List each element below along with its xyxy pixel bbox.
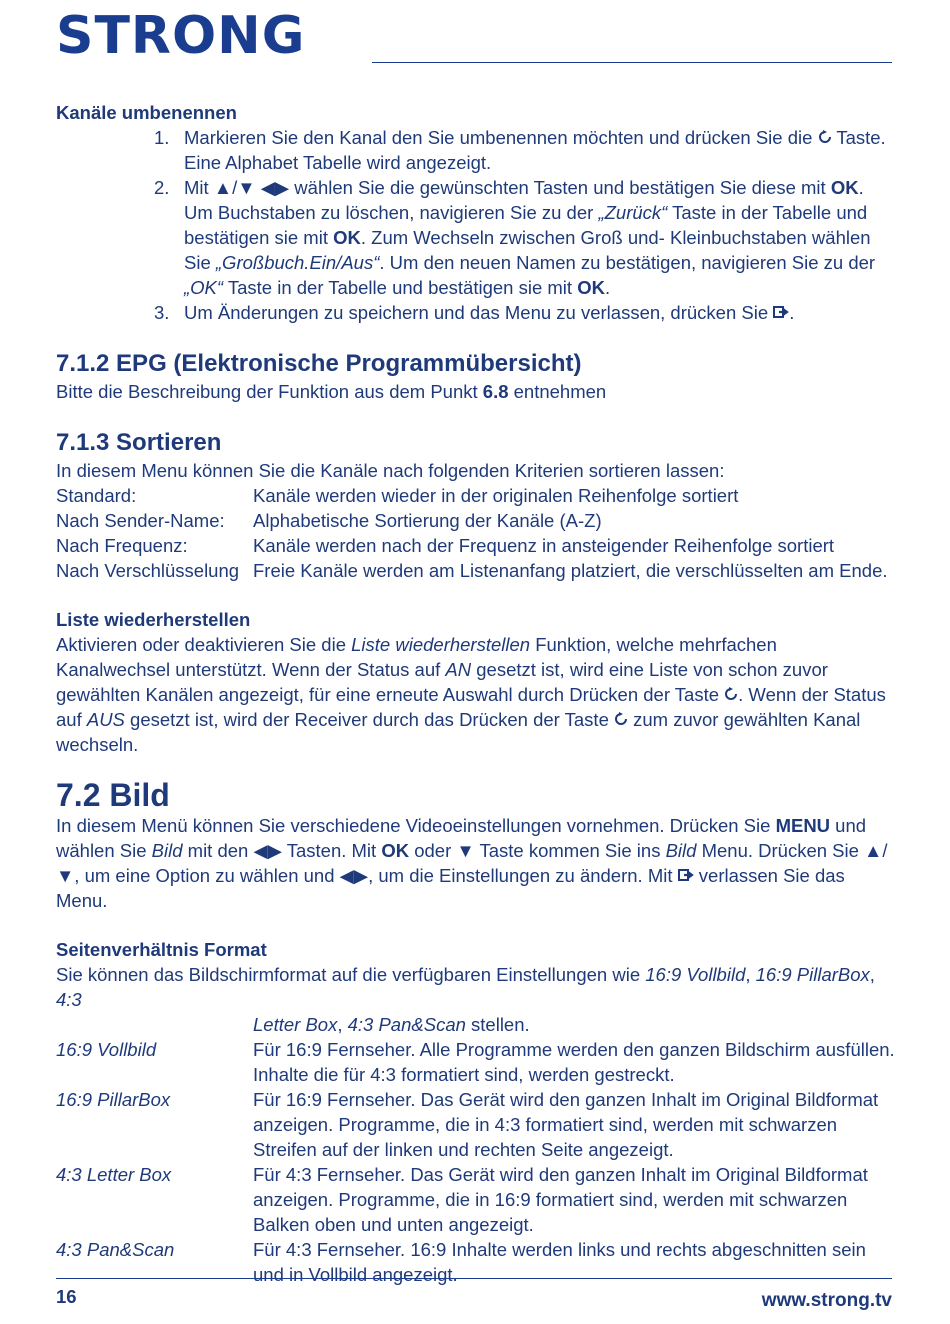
bild-text-part: Menu. Drücken Sie ▲/▼, um eine Option zu wählen und ◀▶, um die Einstellungen zu ändern. Mit <box>56 840 888 886</box>
page-number: 16 <box>56 1286 77 1307</box>
step-text: bestätigen sie mit <box>184 227 334 248</box>
aspect-row <box>56 1237 896 1287</box>
aspect-def: Für 16:9 Fernseher. Das Gerät wird den ganzen Inhalt im Original Bildformat anzeigen. Programme, die in 4:3 formatiert sind, werden mit schwarzen Streifen auf der linken und rechten Seite angezeigt. <box>253 1089 879 1160</box>
aspect-row <box>56 1162 896 1237</box>
sort-def: Freie Kanäle werden am Listenanfang platziert, die verschlüsselten am Ende. <box>253 560 888 581</box>
aspect-text-part: Sie können das Bildschirmformat auf die verfügbaren Einstellungen wie <box>56 964 646 985</box>
recall-icon <box>614 707 628 732</box>
sort-term: Nach Sender-Name: <box>56 510 225 531</box>
aspect-term: 16:9 Vollbild <box>56 1039 157 1060</box>
sort-def: Kanäle werden nach der Frequenz in ansteigender Reihenfolge sortiert <box>253 535 835 556</box>
menu-key: MENU <box>775 815 831 836</box>
restore-heading: Liste wiederherstellen <box>56 609 251 630</box>
recall-icon <box>818 125 832 150</box>
footer-divider <box>56 1278 892 1279</box>
ok-key: OK <box>830 177 859 198</box>
aspect-term: 4:3 Pan&Scan <box>56 1239 175 1260</box>
bild-text-part: In diesem Menü können Sie verschiedene Videoeinstellungen vornehmen. Drücken Sie <box>56 815 776 836</box>
sort-term: Standard: <box>56 485 137 506</box>
step-text: Sie <box>184 252 216 273</box>
aspect-def: Für 4:3 Fernseher. 16:9 Inhalte werden links und rechts abgeschnitten sein und in Vollbild angezeigt. <box>253 1239 866 1285</box>
ok-key: OK <box>577 277 605 298</box>
step-text: Taste in der Tabelle und <box>667 202 868 223</box>
sort-def: Kanäle werden wieder in der originalen Reihenfolge sortiert <box>253 485 739 506</box>
aspect-text-italic: 16:9 Vollbild <box>645 964 746 985</box>
sort-intro: In diesem Menu können Sie die Kanäle nach folgenden Kriterien sortieren lassen: <box>56 460 725 481</box>
recall-icon <box>724 682 738 707</box>
restore-text-part: Aktivieren oder deaktivieren Sie die <box>56 634 352 655</box>
step-number: 1. <box>154 127 170 148</box>
strong-logo: STRONG <box>56 6 306 66</box>
sort-row <box>56 508 896 533</box>
step-text: . <box>858 177 864 198</box>
bild-text-part: verlassen Sie das Menu. <box>56 865 845 911</box>
step-number: 2. <box>154 177 170 198</box>
aspect-row <box>56 1087 896 1162</box>
rename-step-3 <box>56 300 896 325</box>
step-text: . Zum Wechseln zwischen Groß und- Kleinbuchstaben wählen <box>360 227 871 248</box>
rename-steps <box>56 125 896 325</box>
step-text: Um Änderungen zu speichern und das Menu zu verlassen, drücken Sie <box>184 302 774 323</box>
step-text: Markieren Sie den Kanal den Sie umbenennen möchten und drücken Sie die <box>184 127 818 148</box>
step-text: . <box>604 277 611 298</box>
aspect-text-italic: 4:3 <box>56 989 82 1010</box>
step-text: Eine Alphabet Tabelle wird angezeigt. <box>184 152 492 173</box>
aspect-text-italic: 16:9 PillarBox <box>755 964 870 985</box>
sort-heading: 7.1.3 Sortieren <box>56 429 222 456</box>
aspect-text-part: stellen. <box>465 1014 530 1035</box>
aspect-intro-cont <box>56 1012 896 1037</box>
rename-heading: Kanäle umbenennen <box>56 102 237 123</box>
bild-text-italic: Bild <box>665 840 697 861</box>
epg-heading: 7.1.2 EPG (Elektronische Programmübersicht) <box>56 350 582 377</box>
aspect-term: 16:9 PillarBox <box>56 1089 171 1110</box>
section-ref: 6.8 <box>482 381 509 402</box>
step-text: Taste in der Tabelle und bestätigen sie mit <box>223 277 578 298</box>
aspect-intro <box>56 962 896 1012</box>
website-link[interactable]: www.strong.tv <box>761 1290 892 1311</box>
aspect-text-part: , <box>337 1014 348 1035</box>
page-content <box>56 100 896 1287</box>
sort-def: Alphabetische Sortierung der Kanäle (A-Z) <box>253 510 602 531</box>
restore-text-italic: Liste wiederherstellen <box>351 634 531 655</box>
epg-text <box>56 379 896 404</box>
epg-text-b: entnehmen <box>508 381 607 402</box>
step-text: Taste. <box>831 127 886 148</box>
restore-text-italic: AN <box>445 659 472 680</box>
ok-key: OK <box>381 840 410 861</box>
ok-quoted-key: „OK“ <box>184 277 224 298</box>
bild-text-part: mit den ◀▶ Tasten. Mit <box>182 840 382 861</box>
rename-step-2 <box>56 175 896 300</box>
restore-text-part: gesetzt ist, wird eine Liste von schon zuvor gewählten Kanälen angezeigt, für eine erneute Auswahl durch Drücken der Taste <box>56 659 828 705</box>
aspect-text-italic: Letter Box <box>253 1014 338 1035</box>
sort-term: Nach Frequenz: <box>56 535 188 556</box>
bild-text-part: und wählen Sie <box>56 815 867 861</box>
aspect-text-part: , <box>745 964 756 985</box>
aspect-text-part: , <box>869 964 875 985</box>
aspect-term: 4:3 Letter Box <box>56 1164 172 1185</box>
step-text: . Um den neuen Namen zu bestätigen, navigieren Sie zu der <box>379 252 876 273</box>
restore-text <box>56 632 896 757</box>
bild-text-italic: Bild <box>151 840 183 861</box>
sort-row <box>56 483 896 508</box>
restore-text-part: . Wenn der Status auf <box>56 684 886 730</box>
epg-text-a: Bitte die Beschreibung der Funktion aus dem Punkt <box>56 381 483 402</box>
header-divider <box>372 62 892 63</box>
zurueck-key: „Zurück“ <box>598 202 668 223</box>
step-text: . <box>789 302 795 323</box>
restore-text-part: Funktion, welche mehrfachen Kanalwechsel unterstützt. Wenn der Status auf <box>56 634 777 680</box>
step-number: 3. <box>154 302 170 323</box>
sort-term: Nach Verschlüsselung <box>56 560 240 581</box>
bild-text-part: oder ▼ Taste kommen Sie ins <box>409 840 666 861</box>
aspect-heading: Seitenverhältnis Format <box>56 939 267 960</box>
rename-step-1 <box>56 125 896 175</box>
bild-text <box>56 813 896 913</box>
aspect-def: Für 4:3 Fernseher. Das Gerät wird den ganzen Inhalt im Original Bildformat anzeigen. Programme, die in 16:9 formatiert sind, werden mit schwarzen Balken oben und unten angezeigt. <box>253 1164 868 1235</box>
restore-text-part: gesetzt ist, wird der Receiver durch das Drücken der Taste <box>124 709 614 730</box>
ok-key: OK <box>333 227 361 248</box>
sort-row <box>56 533 896 558</box>
exit-icon <box>773 300 789 325</box>
aspect-def: Für 16:9 Fernseher. Alle Programme werden den ganzen Bildschirm ausfüllen. Inhalte die für 4:3 formatiert sind, werden gestreckt. <box>253 1039 895 1085</box>
bild-heading: 7.2 Bild <box>56 777 170 813</box>
exit-icon <box>678 863 694 888</box>
step-text: Mit ▲/▼ ◀▶ wählen Sie die gewünschten Tasten und bestätigen Sie diese mit <box>184 177 831 198</box>
aspect-row <box>56 1037 896 1087</box>
sort-row <box>56 558 896 583</box>
restore-text-italic: AUS <box>86 709 125 730</box>
restore-text-part: zum zuvor gewählten Kanal wechseln. <box>56 709 861 755</box>
step-text: Um Buchstaben zu löschen, navigieren Sie zu der <box>184 202 599 223</box>
aspect-text-italic: 4:3 Pan&Scan <box>347 1014 466 1035</box>
grossbuch-key: „Großbuch.Ein/Aus“ <box>215 252 380 273</box>
